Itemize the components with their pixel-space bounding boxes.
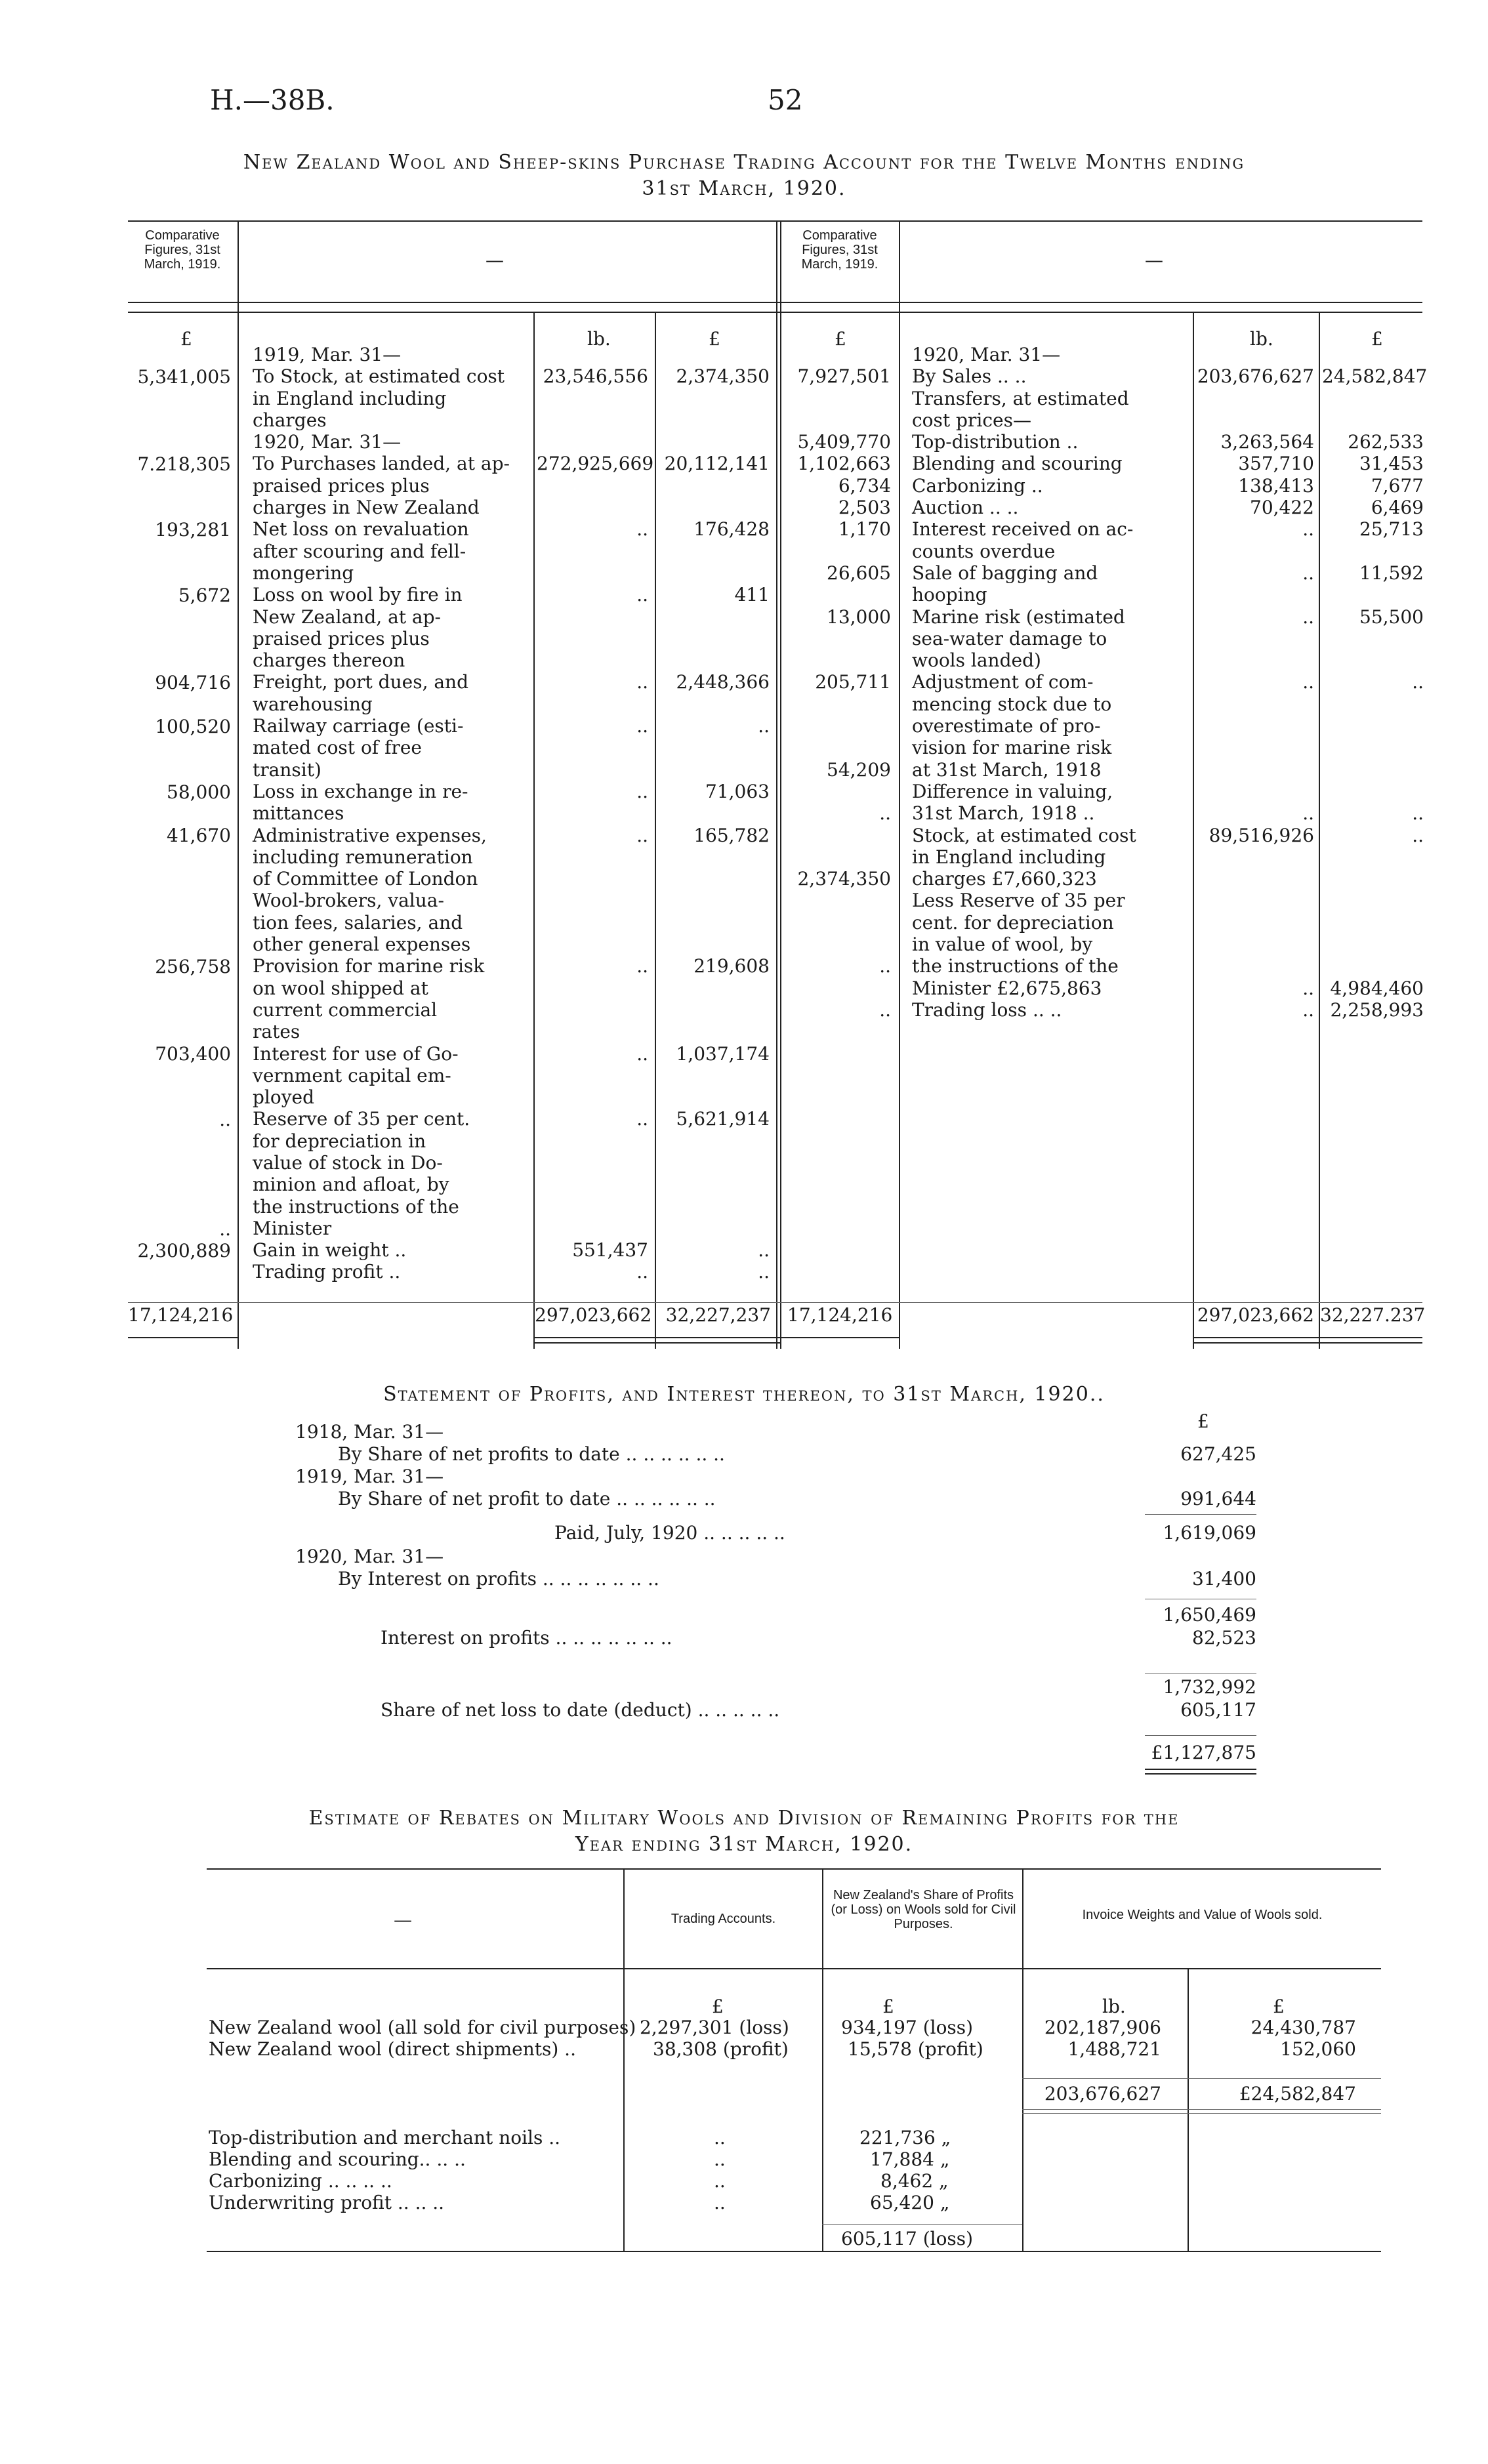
statement-total: £1,127,875: [1151, 1742, 1256, 1763]
rebates-row-value: 24,430,787: [1250, 2017, 1356, 2038]
statement-value: 1,650,469: [1163, 1604, 1256, 1626]
rebates-row-lb: 202,187,906: [1044, 2017, 1161, 2038]
rebates-item-trading: ..: [714, 2192, 726, 2213]
credit-total-comparative: 17,124,216: [787, 1304, 893, 1326]
rebates-item-label: Underwriting profit .. .. ..: [209, 2192, 445, 2213]
header-dash-debit: —: [486, 249, 504, 271]
rebates-unit-lb: lb.: [1102, 1996, 1126, 2017]
credit-lb-column: 203,676,627 3,263,564 357,710 138,413 70,422 .. .. .. .. .. 89,516,926 .. ..: [1197, 365, 1314, 1021]
statement-title: Statement of Profits, and Interest thereon, to 31st March, 1920..: [383, 1383, 1105, 1406]
statement-value: 1,732,992: [1163, 1676, 1256, 1698]
credit-amount-column: 24,582,847 262,533 31,453 7,677 6,469 25,713 11,592 55,500 .. .. .. 4,984,460 2,258,993: [1322, 365, 1428, 1021]
rebates-header-invoice: Invoice Weights and Value of Wools sold.: [1082, 1908, 1323, 1922]
statement-label: By Interest on profits .. .. .. .. .. .. ..: [338, 1568, 659, 1590]
unit-pound-debit-comp: £: [180, 328, 192, 350]
statement-label: By Share of net profit to date .. .. .. .. .. ..: [338, 1488, 716, 1509]
page-number: 52: [768, 84, 803, 116]
statement-label: 1919, Mar. 31—: [295, 1466, 444, 1487]
unit-pound-credit-comp: £: [835, 328, 846, 350]
rebates-item-label: Top-distribution and merchant noils ..: [209, 2127, 561, 2148]
rebates-header-trading: Trading Accounts.: [671, 1912, 776, 1926]
credit-total-lb: 297,023,662: [1197, 1304, 1314, 1326]
rebates-unit-pound-value: £: [1273, 1996, 1285, 2017]
comparative-header-debit: Comparative Figures, 31st March, 1919.: [144, 228, 221, 272]
statement-value: 627,425: [1180, 1443, 1256, 1465]
statement-value: 991,644: [1180, 1488, 1256, 1509]
rebates-item-label: Carbonizing .. .. .. ..: [209, 2170, 392, 2192]
credit-comparative-column: 7,927,501 5,409,770 1,102,663 6,734 2,503 1,170 26,605 13,000 205,711 54,209 .. 2,374,350 .. ..: [797, 365, 891, 1021]
statement-label: Share of net loss to date (deduct) .. .. .. .. ..: [381, 1699, 780, 1721]
rebates-row-lb: 1,488,721: [1067, 2038, 1161, 2060]
debit-total-amount: 32,227,237: [665, 1304, 771, 1326]
statement-label: 1918, Mar. 31—: [295, 1421, 444, 1443]
rebates-unit-pound-share: £: [882, 1996, 894, 2017]
rebates-row-trading: 38,308 (profit): [653, 2038, 789, 2060]
rebates-header-share: New Zealand's Share of Profits (or Loss) on Wools sold for Civil Purposes.: [831, 1888, 1016, 1931]
rebates-invoice-total-lb: 203,676,627: [1044, 2083, 1161, 2105]
rebates-row-label: New Zealand wool (direct shipments) ..: [209, 2038, 576, 2060]
comparative-header-credit: Comparative Figures, 31st March, 1919.: [801, 228, 878, 272]
rebates-title-date: Year ending 31st March, 1920.: [575, 1833, 913, 1856]
statement-value: 1,619,069: [1163, 1522, 1256, 1544]
rebates-total-share: 605,117 (loss): [841, 2228, 974, 2249]
unit-pound-debit: £: [709, 328, 720, 350]
rebates-header-blank: —: [394, 1909, 412, 1931]
statement-label: Paid, July, 1920 .. .. .. .. ..: [554, 1522, 785, 1544]
rebates-item-share: 65,420 „: [870, 2192, 950, 2213]
rebates-item-trading: ..: [714, 2170, 726, 2192]
rebates-row-label: New Zealand wool (all sold for civil purposes): [209, 2017, 636, 2038]
rebates-item-trading: ..: [714, 2148, 726, 2170]
rebates-row-value: 152,060: [1280, 2038, 1356, 2060]
statement-value: 31,400: [1192, 1568, 1256, 1590]
statement-currency: £: [1197, 1410, 1209, 1432]
statement-value: 82,523: [1192, 1627, 1256, 1649]
credit-total-amount: 32,227.237: [1320, 1304, 1426, 1326]
unit-pound-credit: £: [1371, 328, 1383, 350]
rebates-item-share: 221,736 „: [859, 2127, 951, 2148]
rebates-title: Estimate of Rebates on Military Wools and Division of Remaining Profits for the: [308, 1807, 1180, 1830]
unit-lb-debit: lb.: [587, 328, 611, 350]
statement-label: 1920, Mar. 31—: [295, 1546, 444, 1567]
rebates-row-trading: 2,297,301 (loss): [640, 2017, 789, 2038]
debit-total-lb: 297,023,662: [535, 1304, 652, 1326]
rebates-row-share: 15,578 (profit): [848, 2038, 983, 2060]
statement-value: 605,117: [1180, 1699, 1256, 1721]
rebates-item-share: 17,884 „: [870, 2148, 950, 2170]
credit-description-column: 1920, Mar. 31— By Sales .. .. Transfers, at estimated cost prices— Top-distribution .. Blending and scouring Carbonizing .. Auction .. .. Interest received on ac- counts overdue Sale of bagging and hooping Marine risk (estimated sea-water damage to wools landed) Adjustment of com- mencing stock due to overestimate of pro- vision for marine risk at 31st March, 1918 Difference in valuing, 31st March, 1918 .. Stock, at estimated cost in England including charges £7,660,323 Less Reserve of 35 per cent. for depreciation in value of wool, by the instructions of the Minister £2,675,863 Trading loss .. ..: [912, 344, 1136, 1021]
rebates-item-share: 8,462 „: [880, 2170, 949, 2192]
rebates-item-trading: ..: [714, 2127, 726, 2148]
page-reference: H.—38B.: [210, 84, 335, 116]
trading-account-title-date: 31st March, 1920.: [642, 177, 846, 200]
debit-lb-column: 23,546,556 272,925,669 .. .. .. .. .. .. .. .. .. 551,437 ..: [537, 365, 654, 1283]
rebates-item-label: Blending and scouring.. .. ..: [209, 2148, 466, 2170]
rebates-unit-pound-trading: £: [712, 1996, 724, 2017]
debit-total-comparative: 17,124,216: [128, 1304, 234, 1326]
trading-account-title: New Zealand Wool and Sheep-skins Purchase Trading Account for the Twelve Months ending: [243, 151, 1245, 174]
unit-lb-credit: lb.: [1250, 328, 1273, 350]
debit-comparative-column: 5,341,005 7.218,305 193,281 5,672 904,716 100,520 58,000 41,670 256,758 703,400 .. .. 2,300,889: [137, 366, 231, 1262]
rebates-invoice-total-value: £24,582,847: [1239, 2083, 1356, 2105]
debit-description-column: 1919, Mar. 31— To Stock, at estimated cost in England including charges 1920, Mar. 31— To Purchases landed, at ap- praised prices plus charges in New Zealand Net loss on revaluation after scouring and fell- mongering Loss on wool by fire in New Zealand, at ap- praised prices plus charges thereon Freight, port dues, and warehousing Railway carriage (esti- mated cost of free transit) Loss in exchange in re- mittances Administrative expenses, including remuneration of Committee of London Wool-brokers, valua- tion fees, salaries, and other general expenses Provision for marine risk on wool shipped at current commercial rates Interest for use of Go- vernment capital em- ployed Reserve of 35 per cent. for depreciation in value of stock in Do- minion and afloat, by the instructions of the Minister Gain in weight .. Trading profit ..: [253, 344, 510, 1283]
rebates-row-share: 934,197 (loss): [841, 2017, 974, 2038]
header-dash-credit: —: [1145, 249, 1163, 271]
debit-amount-column: 2,374,350 20,112,141 176,428 411 2,448,366 .. 71,063 165,782 219,608 1,037,174 5,621,914 .. ..: [664, 365, 770, 1283]
statement-label: Interest on profits .. .. .. .. .. .. ..: [381, 1627, 672, 1649]
statement-label: By Share of net profits to date .. .. .. .. .. ..: [338, 1443, 725, 1465]
